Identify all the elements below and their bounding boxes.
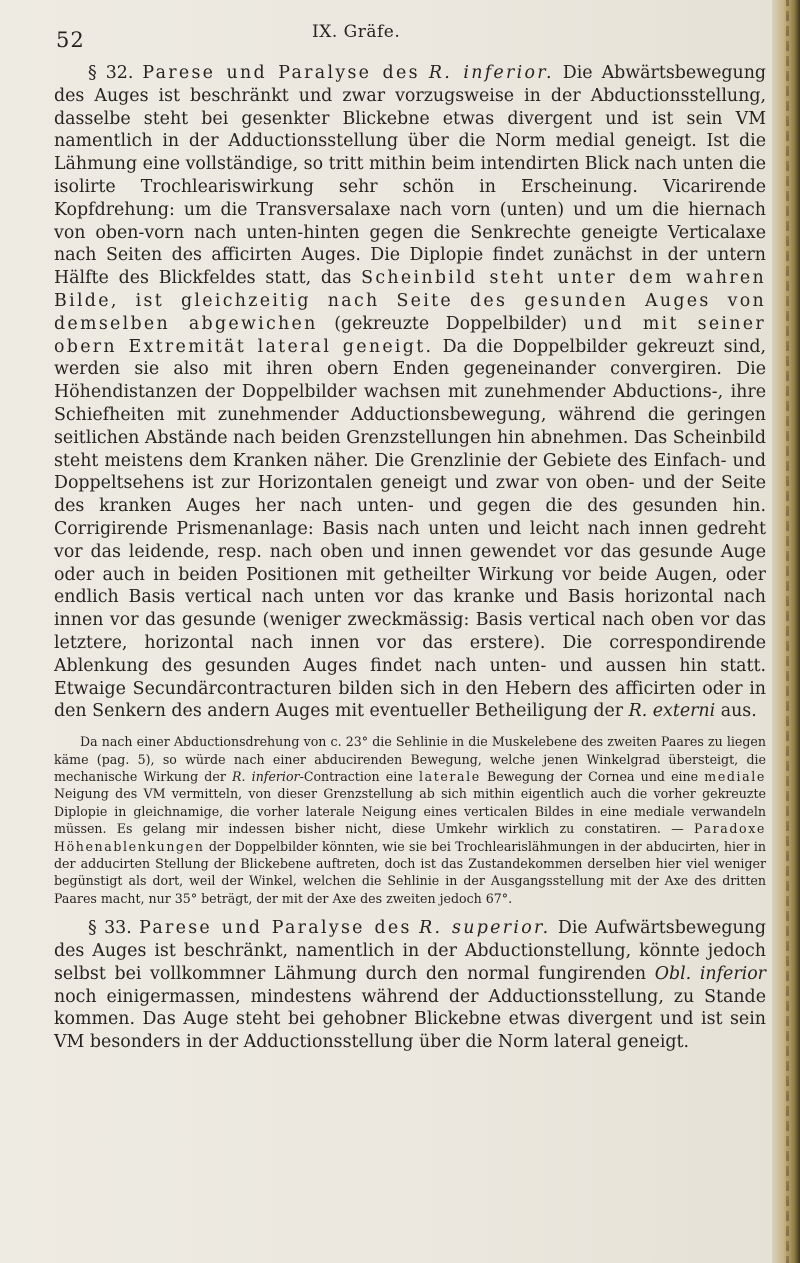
section-33-muscle-2: Obl. inferior xyxy=(654,963,766,984)
section-32-paragraph xyxy=(54,62,766,723)
note-emphasis-2: mediale xyxy=(704,768,766,784)
section-32-title: Parese und Paralyse des xyxy=(142,63,420,83)
note-text-5: der Doppelbilder könnten, wie sie bei Trochlearislähmungen in der abducirten, hier in der adducirten Stellung der Blickebene auftreten, doch ist das Zustandekommen derselben hier viel weniger begünstigt als dort, weil der Winkel, welchen die Sehlinie in der Ausgangsstellung mit der Axe des dritten Paares macht, nur 35° beträgt, der mit der Axe des zweiten jedoch 67°. xyxy=(54,838,766,906)
section-33-muscle: R. superior. xyxy=(419,918,551,939)
section-32-muscle-2: R. externi xyxy=(628,701,716,722)
page-edge xyxy=(772,0,800,1263)
page-number: 52 xyxy=(56,28,85,52)
note-muscle: R. inferior xyxy=(232,768,300,784)
section-33-title: Parese und Paralyse des xyxy=(139,918,412,939)
section-33-text-1: Die Aufwärtsbewegung des Auges ist beschränkt, namentlich in der Abductionstellung, könnte jedoch selbst bei vollkommner Lähmung durch den normal fungirenden xyxy=(54,918,766,984)
section-32-muscle: R. inferior. xyxy=(428,63,554,83)
note-text-4: Neigung des VM vermitteln, von dieser Grenzstellung ab sich mithin eigentlich auch die vorher gekreuzte Diplopie in gleichnamige, die vorher laterale Neigung eines verticalen Bildes in eine mediale verwandeln müssen. Es gelang mir indessen bisher nicht, diese Umkehr wirklich zu constatiren. — xyxy=(54,786,766,837)
section-33-paragraph xyxy=(54,917,766,1054)
section-32-text-2: (gekreuzte Doppelbilder) xyxy=(334,313,568,334)
footnote xyxy=(54,733,766,907)
section-33-text-2: noch einigermassen, mindestens während der Adductionsstellung, zu Stande kommen. Das Auge steht bei gehobner Blickebne etwas divergent und ist sein VM besonders in der Adductionsstellung über die Norm lateral geneigt. xyxy=(54,986,766,1053)
section-32-number: § 32. xyxy=(88,63,134,83)
section-32-text-end: aus. xyxy=(720,701,757,722)
note-text-2: -Contraction eine xyxy=(299,768,413,784)
note-emphasis-1: laterale xyxy=(418,768,481,784)
section-32-text-3: Da die Doppelbilder gekreuzt sind, werden sie also mit ihren obern Enden gegeneinander convergiren. Die Höhendistanzen der Doppelbilder wachsen mit zunehmender Abductions-, ihre Schiefheiten mit zunehmender Adductionsbewegung, während die geringen seitlichen Abstände nach beiden Grenzstellungen hin abnehmen. Das Scheinbild steht meistens dem Kranken näher. Die Grenzlinie der Gebiete des Einfach- und Doppeltsehens ist zur Horizontalen geneigt und zwar von oben- und der Seite des kranken Auges her nach unten- und gegen die des gesunden hin. Corrigirende Prismenanlage: Basis nach unten und leicht nach innen gedreht vor das leidende, resp. nach oben und innen gewendet vor das gesunde Auge oder auch in beiden Positionen mit getheilter Wirkung vor beide Augen, oder endlich Basis vertical nach unten vor das kranke und Basis horizontal nach innen vor das gesunde (weniger zweckmässig: Basis vertical nach oben vor das letztere, horizontal nach innen vor das erstere). Die correspondirende Ablenkung des gesunden Auges findet nach unten- und aussen hin statt. Etwaige Secundärcontracturen bilden sich in den Hebern des afficirten oder in den Senkern des andern Auges mit eventueller Betheiligung der xyxy=(54,336,767,722)
section-32-emphasis-2: und mit seiner obern Extremität lateral geneigt. xyxy=(54,313,766,357)
section-33-number: § 33. xyxy=(88,918,132,939)
running-head: IX. Gräfe. xyxy=(312,22,401,42)
note-emphasis-3: Paradoxe Höhenablenkungen xyxy=(54,821,766,854)
page-header xyxy=(52,20,770,56)
section-32-emphasis-1: Scheinbild steht unter dem wahren Bilde, ist gleichzeitig nach Seite des gesunden Auges von demselben abgewichen xyxy=(54,268,767,334)
section-32-text-1: Die Abwärtsbewegung des Auges ist beschränkt und zwar vorzugsweise in der Abductionsstellung, dasselbe steht bei gesenkter Blickebne etwas divergent und ist sein VM namentlich in der Adductionsstellung über die Norm medial geneigt. Ist die Lähmung eine vollständige, so tritt mithin beim intendirten Blick nach unten die isolirte Trochleariswirkung sehr schön in Erscheinung. Vicarirende Kopfdrehung: um die Transversalaxe nach vorn (unten) und um die hiernach von oben-vorn nach unten-hinten gegen die Senkrechte geneigte Verticalaxe nach Seiten des afficirten Auges. Die Diplopie findet zunächst in der untern Hälfte des Blickfeldes statt, das xyxy=(54,63,767,289)
page-body xyxy=(54,62,766,1054)
note-text-1: Da nach einer Abductionsdrehung von c. 23° die Sehlinie in die Muskelebene des zweiten Paares zu liegen käme (pag. 5), so würde nach einer abducirenden Bewegung, welche jenen Winkelgrad übersteigt, die mechanische Wirkung der xyxy=(54,734,766,784)
note-text-3: Bewegung der Cornea und eine xyxy=(487,768,699,784)
